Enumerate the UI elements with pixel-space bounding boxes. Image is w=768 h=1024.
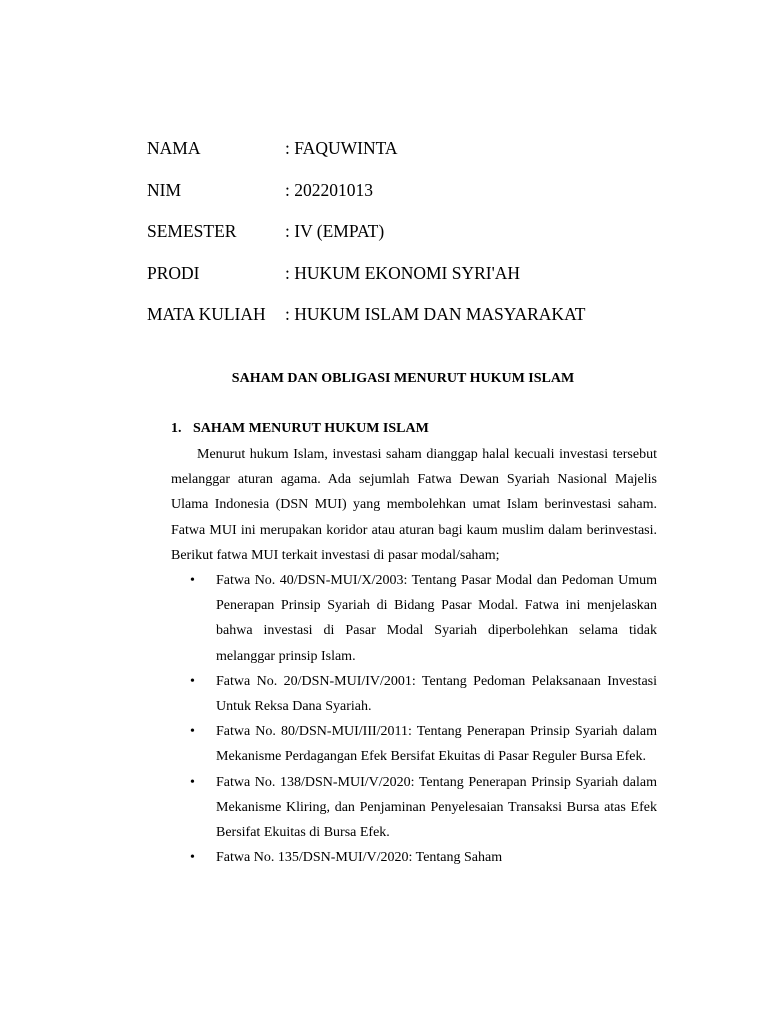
identity-label: NIM: [147, 179, 182, 200]
list-item: [190, 568, 657, 669]
section-number: 1.: [171, 421, 182, 436]
list-item: [190, 770, 657, 846]
bullet-icon: •: [190, 850, 195, 866]
identity-separator: :: [285, 221, 295, 241]
list-item: [190, 719, 657, 769]
list-item: [190, 845, 657, 870]
list-item-text: Fatwa No. 138/DSN-MUI/V/2020: Tentang Penerapan Prinsip Syariah dalam Mekanisme Kliring, dan Penjaminan Penyelesaian Transaksi Bursa atas Efek Bersifat Ekuitas di Bursa Efek.: [216, 774, 657, 841]
identity-value: 202201013: [294, 179, 373, 200]
identity-row-name: [147, 136, 707, 178]
list-item-text: Fatwa No. 20/DSN-MUI/IV/2001: Tentang Pedoman Pelaksanaan Investasi Untuk Reksa Dana Syariah.: [216, 673, 657, 715]
bullet-icon: •: [190, 774, 195, 790]
section-heading: [171, 419, 657, 439]
fatwa-list: [171, 568, 657, 870]
bullet-icon: •: [190, 724, 195, 740]
identity-separator: :: [285, 262, 295, 283]
identity-separator: :: [285, 138, 295, 158]
identity-block: [147, 136, 707, 344]
document-title: SAHAM DAN OBLIGASI MENURUT HUKUM ISLAM: [231, 371, 575, 386]
section-saham: [171, 419, 657, 870]
list-item-text: Fatwa No. 80/DSN-MUI/III/2011: Tentang Penerapan Prinsip Syariah dalam Mekanisme Perdagangan Efek Bersifat Ekuitas di Pasar Reguler Bursa Efek.: [216, 724, 657, 765]
identity-row-nim: [147, 178, 707, 220]
bullet-icon: •: [190, 673, 195, 689]
identity-label: SEMESTER: [147, 221, 237, 241]
section-heading-text: SAHAM MENURUT HUKUM ISLAM: [193, 421, 429, 436]
list-item-text: Fatwa No. 40/DSN-MUI/X/2003: Tentang Pasar Modal dan Pedoman Umum Penerapan Prinsip Syariah di Bidang Pasar Modal. Fatwa ini menjelaskan bahwa investasi di Pasar Modal Syariah diperbolehkan selama tidak melanggar prinsip Islam.: [216, 573, 657, 664]
identity-label: NAMA: [147, 138, 201, 158]
identity-row-prodi: [147, 261, 707, 303]
identity-separator: :: [285, 304, 295, 324]
identity-row-semester: [147, 219, 707, 261]
identity-value: IV (EMPAT): [294, 221, 385, 241]
section-paragraph: Menurut hukum Islam, investasi saham dianggap halal kecuali investasi tersebut melanggar aturan agama. Ada sejumlah Fatwa Dewan Syariah Nasional Majelis Ulama Indonesia (DSN MUI) yang membolehkan umat Islam berinvestasi saham. Fatwa MUI ini merupakan koridor atau aturan bagi kaum muslim dalam berinvestasi. Berikut fatwa MUI terkait investasi di pasar modal/saham;: [171, 447, 657, 563]
identity-separator: :: [285, 179, 295, 200]
identity-label: MATA KULIAH: [147, 304, 266, 324]
list-item: [190, 669, 657, 719]
identity-label: PRODI: [147, 262, 200, 283]
identity-value: HUKUM ISLAM DAN MASYARAKAT: [294, 304, 586, 324]
bullet-icon: •: [190, 573, 195, 589]
list-item-text: Fatwa No. 135/DSN-MUI/V/2020: Tentang Saham: [216, 850, 503, 866]
identity-row-mata-kuliah: [147, 302, 707, 344]
identity-value: FAQUWINTA: [294, 138, 398, 158]
identity-value: HUKUM EKONOMI SYRI'AH: [294, 262, 521, 283]
